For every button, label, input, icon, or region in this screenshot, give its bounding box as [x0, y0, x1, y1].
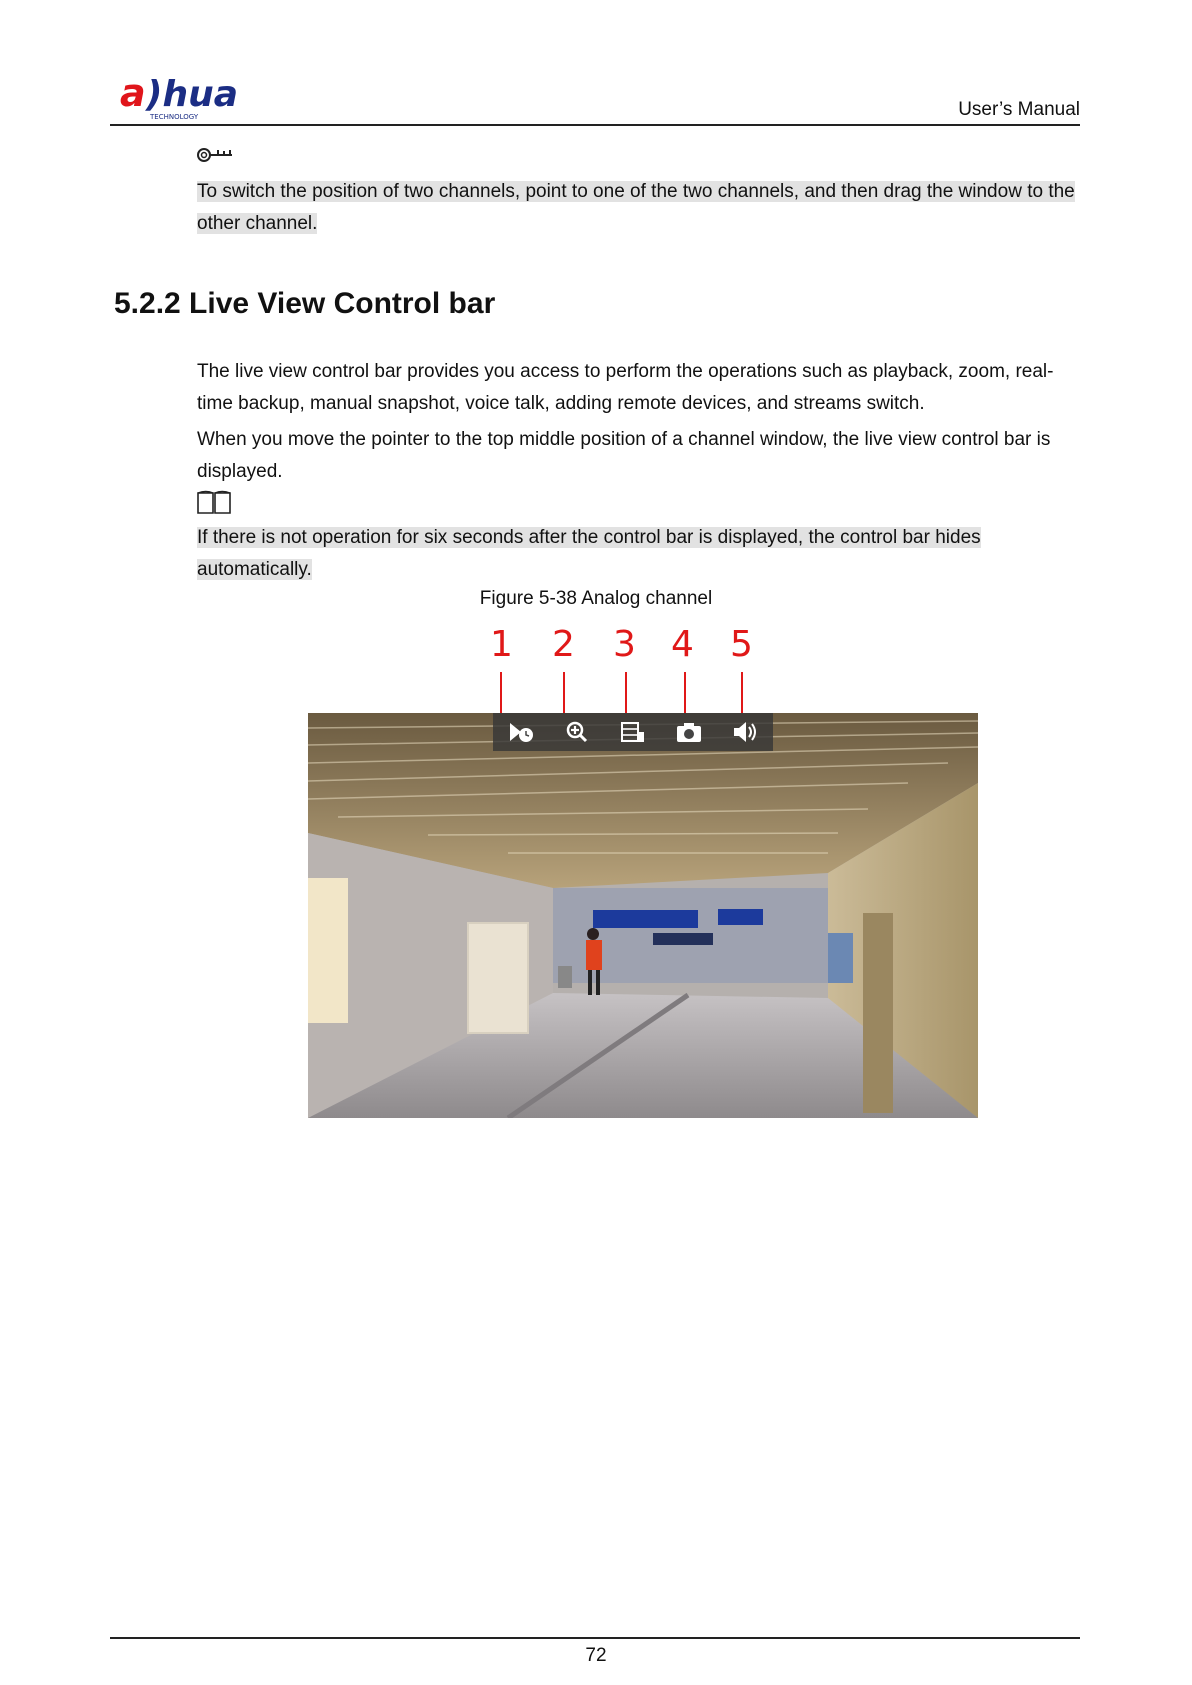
- callout-line-5: [741, 672, 743, 713]
- voice-talk-button[interactable]: [730, 717, 760, 747]
- snapshot-button[interactable]: [674, 717, 704, 747]
- page-number: 72: [585, 1645, 607, 1666]
- callout-4: 4: [671, 624, 694, 665]
- header-divider: [110, 124, 1080, 126]
- book-icon: [196, 490, 232, 516]
- callout-line-2: [563, 672, 565, 713]
- live-view-control-bar: [493, 713, 773, 751]
- callout-line-3: [625, 672, 627, 713]
- callout-5: 5: [730, 624, 753, 665]
- svg-text:)hua: )hua: [146, 74, 239, 115]
- callout-1: 1: [490, 624, 513, 665]
- voice-talk-icon: [732, 720, 758, 744]
- footer-divider: [110, 1637, 1080, 1639]
- header-title: User’s Manual: [958, 99, 1080, 120]
- callout-2: 2: [552, 624, 575, 665]
- figure-caption: Figure 5-38 Analog channel: [479, 588, 713, 609]
- paragraph-2: When you move the pointer to the top middle position of a channel window, the live view control bar is displayed.: [197, 429, 1051, 482]
- subway-corridor-image: [308, 713, 978, 1118]
- realtime-backup-icon: [620, 720, 646, 744]
- snapshot-icon: [676, 721, 702, 743]
- zoom-button[interactable]: [562, 717, 592, 747]
- callout-line-4: [684, 672, 686, 713]
- note-text: If there is not operation for six seconds after the control bar is displayed, the control bar hides automatically.: [197, 527, 981, 580]
- dahua-logo: [120, 72, 260, 122]
- svg-text:a: a: [120, 72, 146, 115]
- live-view-screenshot: [308, 713, 978, 1118]
- svg-text:TECHNOLOGY: TECHNOLOGY: [150, 113, 199, 121]
- realtime-backup-button[interactable]: [618, 717, 648, 747]
- paragraph-1: The live view control bar provides you access to perform the operations such as playback, zoom, real-time backup, manual snapshot, voice talk, adding remote devices, and streams switch.: [197, 361, 1054, 414]
- callout-3: 3: [613, 624, 636, 665]
- key-icon: [196, 146, 234, 164]
- tip-text: To switch the position of two channels, point to one of the two channels, and then drag the window to the other channel.: [197, 181, 1075, 234]
- callout-line-1: [500, 672, 502, 713]
- playback-icon: [508, 720, 534, 744]
- zoom-icon: [565, 720, 589, 744]
- section-title: 5.2.2 Live View Control bar: [114, 287, 496, 320]
- playback-button[interactable]: [506, 717, 536, 747]
